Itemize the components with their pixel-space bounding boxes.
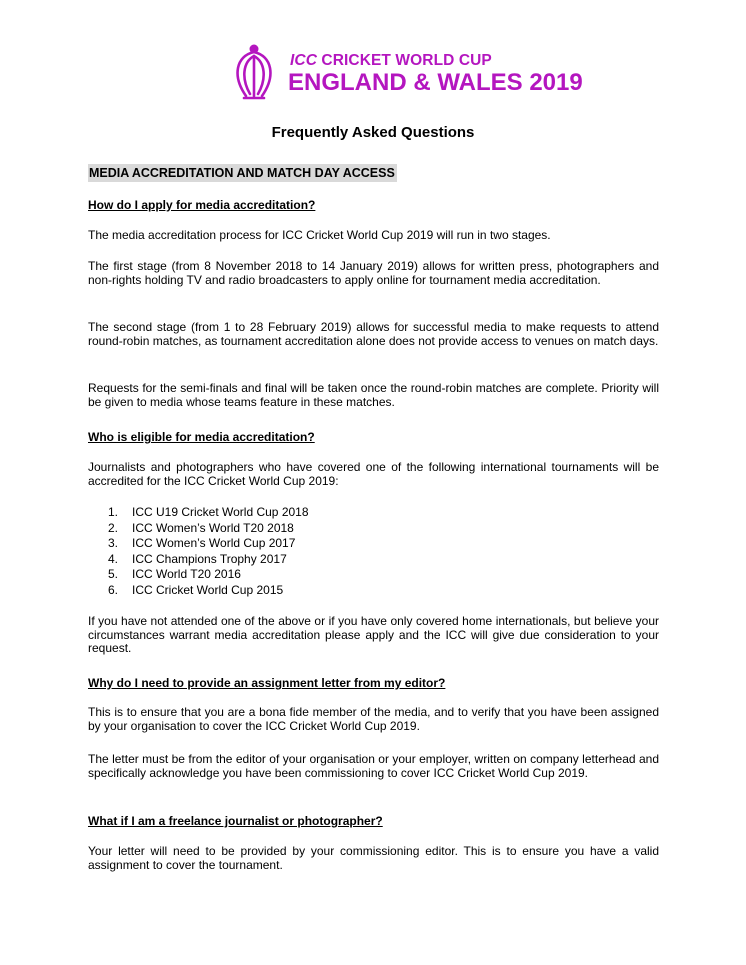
list-item: 3. ICC Women’s World Cup 2017 bbox=[108, 536, 296, 551]
faq-answer-paragraph: If you have not attended one of the above or if you have only covered home internationals, but believe your circumstances warrant media accreditation please apply and the ICC will give due consideration to your request. bbox=[88, 614, 659, 656]
faq-answer-paragraph: The letter must be from the editor of your organisation or your employer, written on company letterhead and specifically acknowledge you have been commissioning to cover ICC Cricket World Cup 2019. bbox=[88, 752, 659, 780]
faq-question-assignment-letter: Why do I need to provide an assignment letter from my editor? bbox=[88, 676, 446, 690]
list-item: 5. ICC World T20 2016 bbox=[108, 567, 241, 582]
faq-question-apply: How do I apply for media accreditation? bbox=[88, 198, 316, 212]
faq-answer-paragraph: Requests for the semi-finals and final will be taken once the round-robin matches are complete. Priority will be given to media whose teams feature in these matches. bbox=[88, 381, 659, 409]
faq-question-eligibility: Who is eligible for media accreditation? bbox=[88, 430, 315, 444]
section-heading: MEDIA ACCREDITATION AND MATCH DAY ACCESS bbox=[89, 166, 395, 180]
list-item: 6. ICC Cricket World Cup 2015 bbox=[108, 582, 284, 597]
page-title: Frequently Asked Questions bbox=[271, 124, 475, 141]
list-item: 2. ICC Women’s World T20 2018 bbox=[108, 520, 294, 535]
faq-answer-paragraph: The second stage (from 1 to 28 February 2019) allows for successful media to make requests to attend round-robin matches, as tournament accreditation alone does not provide access to venues on match days. bbox=[88, 320, 659, 348]
logo-line-2: ENGLAND & WALES 2019 bbox=[288, 69, 583, 96]
tournament-list bbox=[108, 505, 309, 599]
list-item: 1. ICC U19 Cricket World Cup 2018 bbox=[108, 505, 309, 519]
faq-answer-paragraph: The media accreditation process for ICC Cricket World Cup 2019 will run in two stages. bbox=[88, 228, 551, 242]
faq-question-freelance: What if I am a freelance journalist or photographer? bbox=[88, 814, 383, 828]
faq-answer-paragraph: Journalists and photographers who have covered one of the following international tournaments will be accredited for the ICC Cricket World Cup 2019: bbox=[88, 460, 659, 488]
list-item: 4. ICC Champions Trophy 2017 bbox=[108, 551, 287, 566]
event-logo bbox=[228, 42, 628, 100]
faq-answer-paragraph: The first stage (from 8 November 2018 to 14 January 2019) allows for written press, photographers and non-rights holding TV and radio broadcasters to apply online for tournament media accreditation. bbox=[88, 259, 659, 287]
logo-line-1: ICC CRICKET WORLD CUP bbox=[290, 52, 492, 69]
faq-answer-paragraph: This is to ensure that you are a bona fide member of the media, and to verify that you have been assigned by your organisation to cover the ICC Cricket World Cup 2019. bbox=[88, 705, 659, 733]
faq-answer-paragraph: Your letter will need to be provided by your commissioning editor. This is to ensure you have a valid assignment to cover the tournament. bbox=[88, 844, 659, 872]
world-cup-trophy-icon bbox=[228, 42, 280, 100]
